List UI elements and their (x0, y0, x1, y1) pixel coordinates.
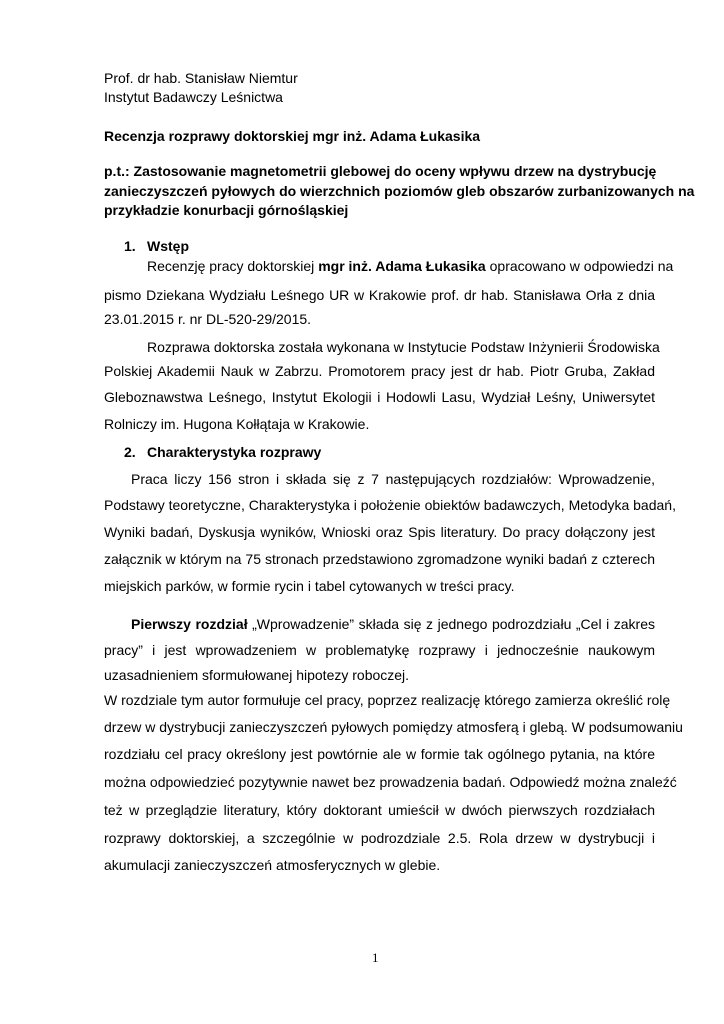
paragraph-line: Rozprawa doktorska została wykonana w Instytucie Podstaw Inżynierii Środowiska (147, 339, 660, 355)
section-title: Wstęp (147, 238, 189, 254)
paragraph-line: rozprawy doktorskiej, a szczególnie w podrozdziale 2.5. Rola drzew w dystrybucji i (104, 830, 655, 846)
paragraph-line: rozdziału cel pracy określony jest powtórnie ale w formie tak ogólnego pytania, na które (104, 746, 655, 762)
section-title: Charakterystyka rozprawy (147, 444, 322, 460)
paragraph-line: pismo Dziekana Wydziału Leśnego UR w Krakowie prof. dr hab. Stanisława Orła z dnia (104, 287, 655, 303)
paragraph-line: drzew w dystrybucji zanieczyszczeń pyłowych pomiędzy atmosferą i glebą. W podsumowaniu (104, 719, 683, 735)
paragraph-line: Recenzję pracy doktorskiej mgr inż. Adama Łukasika opracowano w odpowiedzi na (147, 258, 674, 274)
paragraph-line: Pierwszy rozdział „Wprowadzenie” składa się z jednego podrozdziału „Cel i zakres (131, 616, 655, 632)
paragraph-line: Podstawy teoretyczne, Charakterystyka i położenie obiektów badawczych, Metodyka badań, (104, 497, 676, 513)
subtitle-line: p.t.: Zastosowanie magnetometrii glebowej do oceny wpływu drzew na dystrybucję (104, 163, 657, 179)
paragraph-line: Praca liczy 156 stron i składa się z 7 następujących rozdziałów: Wprowadzenie, (131, 471, 655, 487)
paragraph-line: można odpowiedzieć pozytywnie nawet bez prowadzenia badań. Odpowiedź można znaleźć (104, 774, 677, 790)
author-name: Prof. dr hab. Stanisław Niemtur (104, 70, 298, 86)
review-title: Recenzja rozprawy doktorskiej mgr inż. Adama Łukasika (104, 128, 481, 144)
paragraph-line: Gleboznawstwa Leśnego, Instytut Ekologii i Hodowli Lasu, Wydział Leśny, Uniwersytet (104, 389, 655, 405)
section-number: 1. (124, 238, 136, 254)
paragraph-line: miejskich parków, w formie rycin i tabel cytowanych w treści pracy. (104, 578, 515, 594)
paragraph-line: W rozdziale tym autor formułuje cel pracy, poprzez realizację którego zamierza określić rolę (104, 692, 671, 708)
page-number: 1 (372, 950, 379, 965)
paragraph-line: 23.01.2015 r. nr DL-520-29/2015. (104, 311, 312, 327)
paragraph-line: akumulacji zanieczyszczeń atmosferycznych w glebie. (104, 857, 441, 873)
subtitle-line: przykładzie konurbacji górnośląskiej (104, 202, 349, 218)
paragraph-line: pracy” i jest wprowadzeniem w problematykę rozprawy i jednocześnie naukowym (104, 642, 655, 658)
paragraph-line: Polskiej Akademii Nauk w Zabrzu. Promotorem pracy jest dr hab. Piotr Gruba, Zakład (104, 363, 655, 379)
paragraph-line: uzasadnieniem sformułowanej hipotezy roboczej. (104, 667, 410, 683)
paragraph-line: Wyniki badań, Dyskusja wyników, Wnioski oraz Spis literatury. Do pracy dołączony jest (104, 524, 655, 540)
paragraph-line: Rolniczy im. Hugona Kołłątaja w Krakowie. (104, 416, 370, 432)
paragraph-line: też w przeglądzie literatury, który doktorant umieścił w dwóch pierwszych rozdziałach (104, 802, 655, 818)
paragraph-line: załącznik w którym na 75 stronach przedstawiono zgromadzone wyniki badań z czterech (104, 551, 655, 567)
section-number: 2. (124, 444, 136, 460)
subtitle-line: zanieczyszczeń pyłowych do wierzchnich poziomów gleb obszarów zurbanizowanych na (104, 183, 695, 199)
author-institution: Instytut Badawczy Leśnictwa (104, 89, 283, 105)
